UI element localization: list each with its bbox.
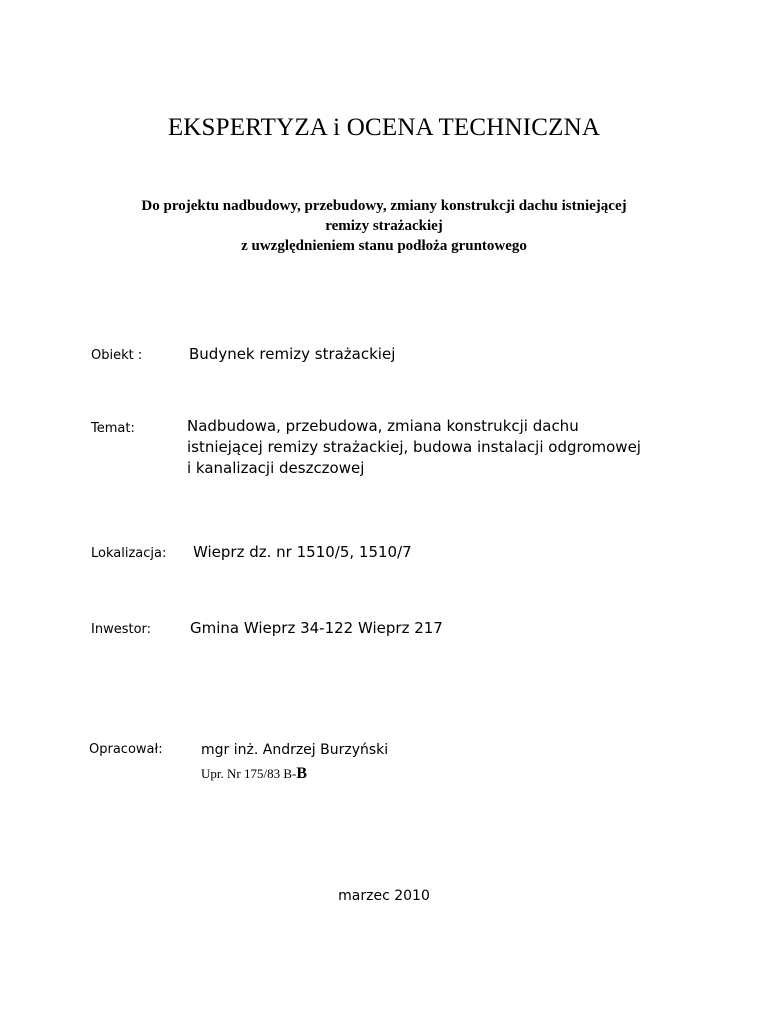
obiekt-value bbox=[189, 344, 395, 365]
license-number bbox=[201, 765, 307, 783]
document-subtitle bbox=[0, 196, 768, 256]
license-text: Upr. Nr 175/83 B- bbox=[201, 766, 297, 781]
inwestor-value-line: Gmina Wieprz 34-122 Wieprz 217 bbox=[190, 619, 443, 637]
lokalizacja-value bbox=[193, 542, 412, 563]
temat-label: Temat: bbox=[91, 421, 135, 436]
opracowal-label: Opracował: bbox=[89, 742, 163, 757]
obiekt-value-line: Budynek remizy strażackiej bbox=[189, 345, 396, 363]
document-date: marzec 2010 bbox=[338, 888, 430, 904]
license-suffix: B bbox=[296, 765, 308, 782]
temat-value-line: i kanalizacji deszczowej bbox=[187, 459, 365, 477]
temat-value-line: Nadbudowa, przebudowa, zmiana konstrukcji dachu bbox=[187, 417, 579, 435]
author-name: mgr inż. Andrzej Burzyński bbox=[201, 742, 389, 758]
obiekt-label: Obiekt : bbox=[91, 348, 143, 363]
lokalizacja-value-line: Wieprz dz. nr 1510/5, 1510/7 bbox=[193, 543, 412, 561]
subtitle-line: remizy strażackiej bbox=[325, 218, 443, 234]
temat-value bbox=[187, 416, 641, 479]
subtitle-line: z uwzględnieniem stanu podłoża gruntowego bbox=[241, 238, 527, 254]
subtitle-line: Do projektu nadbudowy, przebudowy, zmiany konstrukcji dachu istniejącej bbox=[141, 198, 627, 214]
inwestor-value bbox=[190, 618, 443, 639]
document-title: EKSPERTYZA i OCENA TECHNICZNA bbox=[167, 114, 601, 141]
inwestor-label: Inwestor: bbox=[91, 622, 152, 637]
temat-value-line: istniejącej remizy strażackiej, budowa instalacji odgromowej bbox=[187, 438, 641, 456]
lokalizacja-label: Lokalizacja: bbox=[91, 546, 167, 561]
